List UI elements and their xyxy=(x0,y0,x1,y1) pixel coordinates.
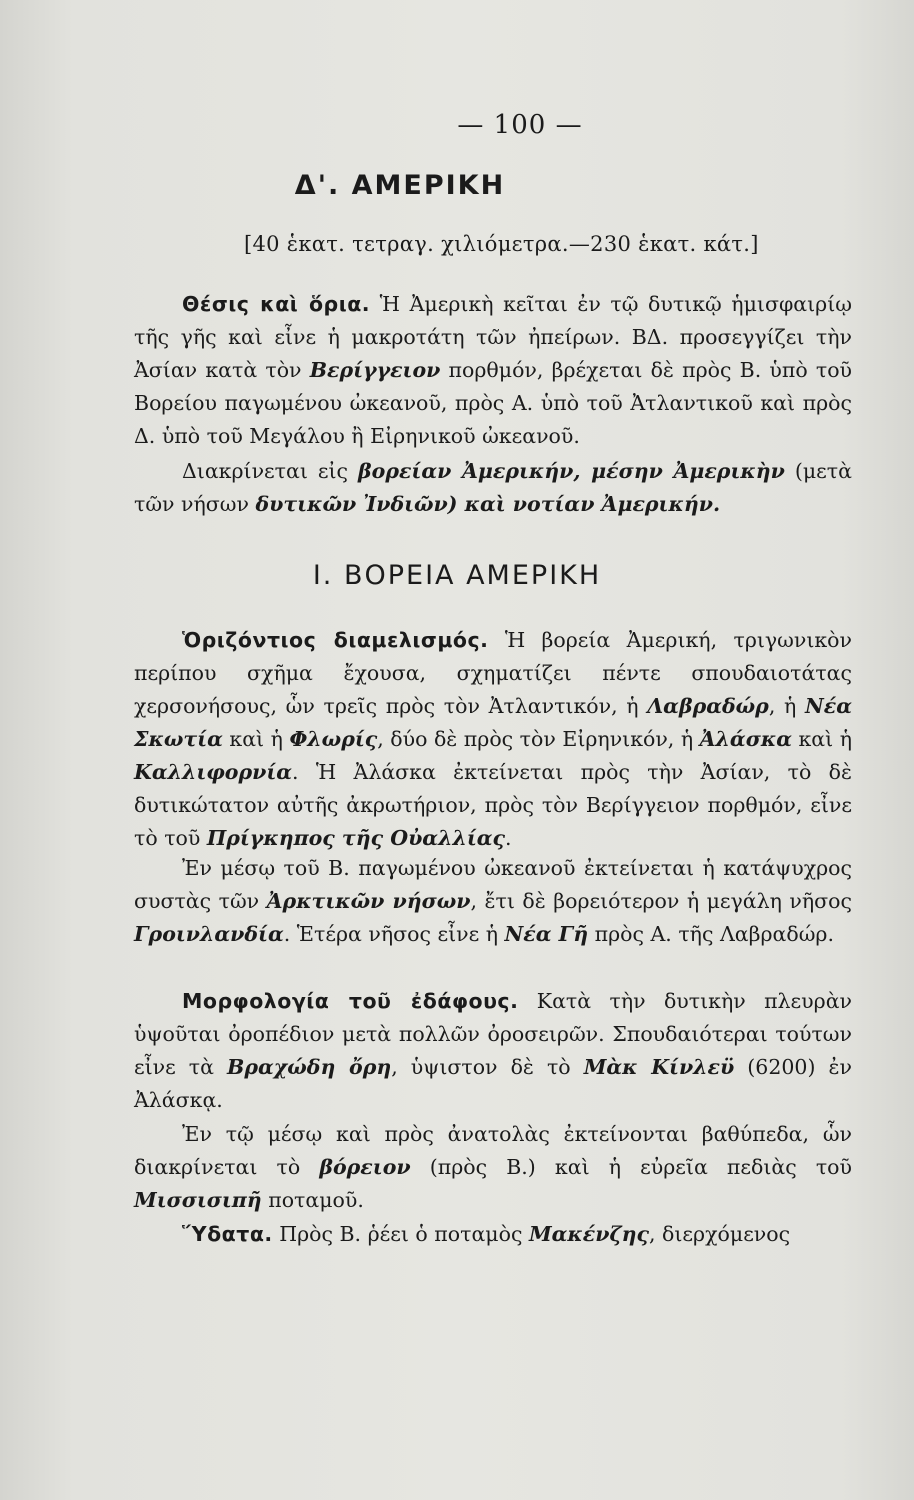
chapter-title: Δ'. ΑΜΕΡΙΚΗ xyxy=(294,170,506,201)
paragraph-text: Διακρίνεται εἰς xyxy=(182,459,359,483)
paragraph-text: (πρὸς Β.) καὶ ἡ εὐρεῖα πεδιὰς τοῦ xyxy=(410,1155,852,1179)
paragraph-text: , διερχόμενος xyxy=(649,1222,791,1246)
paragraph-text: (6200) ἐν Ἀλάσκᾳ. xyxy=(134,1055,852,1112)
paragraph-text: Ἡ βορεία Ἀμερική, τριγωνικὸν περίπου σχῆμα ἔχουσα, σχηματίζει πέντε σπουδαιοτάτας χερσονήσους, ὧν τρεῖς πρὸς τὸν Ἀτλαντικόν, ἡ xyxy=(134,628,852,718)
term: Μὰκ Κίνλεϋ xyxy=(583,1055,735,1079)
term: Καλλιφορνία xyxy=(134,760,293,784)
paragraph-text: πρὸς Α. τῆς Λαβραδώρ. xyxy=(588,922,834,946)
paragraph-morphology xyxy=(134,985,852,1117)
term: Ἀρκτικῶν νήσων xyxy=(266,889,471,913)
term: Μακένζης xyxy=(528,1222,650,1246)
paragraph-lowlands xyxy=(134,1118,852,1217)
paragraph-text: Ἐν τῷ μέσῳ καὶ πρὸς ἀνατολὰς ἐκτείνονται βαθύπεδα, ὧν διακρίνεται τὸ xyxy=(134,1122,852,1179)
paragraph-text: πορθμόν, βρέχεται δὲ πρὸς Β. ὑπὸ τοῦ Βορείου παγωμένου ὠκεανοῦ, πρὸς Α. ὑπὸ τοῦ Ἀτλαντικοῦ καὶ πρὸς Δ. ὑπὸ τοῦ Μεγάλου ἢ Εἰρηνικοῦ ὠκεανοῦ. xyxy=(134,358,852,448)
paragraph-text: καὶ ἡ xyxy=(791,727,852,751)
term: βόρειον xyxy=(319,1155,411,1179)
paragraph-islands xyxy=(134,852,852,951)
paragraph-text: , ἡ xyxy=(768,694,806,718)
page-number: — 100 — xyxy=(457,110,583,140)
paragraph-position-and-borders xyxy=(134,288,852,453)
paragraph-text: . xyxy=(505,826,512,850)
term: Φλωρίς xyxy=(289,727,378,751)
paragraph-horizontal-division xyxy=(134,624,852,855)
paragraph-heading: Ὕδατα. xyxy=(182,1222,273,1246)
paragraph-text: ποταμοῦ. xyxy=(261,1188,364,1212)
paragraph-divisions xyxy=(134,455,852,521)
paragraph-text: . Ἑτέρα νῆσος εἶνε ἡ xyxy=(283,922,505,946)
term: Ἀλάσκα xyxy=(699,727,792,751)
term: Νέα Σκωτία xyxy=(134,694,852,751)
term: βορείαν Ἀμερικήν, μέσην Ἀμερικὴν xyxy=(358,459,785,483)
term: Βερίγγειον xyxy=(309,358,441,382)
term: Μισσισιπῆ xyxy=(134,1188,262,1212)
paragraph-text: , ὑψιστον δὲ τὸ xyxy=(391,1055,584,1079)
paragraph-heading: Ὁριζόντιος διαμελισμός. xyxy=(182,628,489,652)
paragraph-text: (μετὰ τῶν νήσων xyxy=(134,459,852,516)
paragraph-text: καὶ ἡ xyxy=(222,727,290,751)
paragraph-waters xyxy=(134,1218,852,1251)
paragraph-text: , ἔτι δὲ βορειότερον ἡ μεγάλη νῆσος xyxy=(470,889,852,913)
paragraph-text: Κατὰ τὴν δυτικὴν πλευρὰν ὑψοῦται ὀροπέδιον μετὰ πολλῶν ὀροσειρῶν. Σπουδαιότεραι τούτων εἶνε τὰ xyxy=(134,989,852,1079)
term: Λαβραδώρ xyxy=(647,694,769,718)
paragraph-heading: Μορφολογία τοῦ ἐδάφους. xyxy=(182,989,519,1013)
paragraph-text: , δύο δὲ πρὸς τὸν Εἰρηνικόν, ἡ xyxy=(377,727,700,751)
term: Βραχώδη ὄρη xyxy=(227,1055,392,1079)
paragraph-text: . Ἡ Ἀλάσκα ἐκτείνεται πρὸς τὴν Ἀσίαν, τὸ δὲ δυτικώτατον αὐτῆς ἀκρωτήριον, πρὸς τὸν Βερίγγειον πορθμόν, εἶνε τὸ τοῦ xyxy=(134,760,852,850)
section-heading: I. ΒΟΡΕΙΑ ΑΜΕΡΙΚΗ xyxy=(312,560,602,591)
term: Γροινλανδία xyxy=(134,922,284,946)
paragraph-heading: Θέσις καὶ ὅρια. xyxy=(182,292,371,316)
term: δυτικῶν Ἰνδιῶν) καὶ νοτίαν Ἀμερικήν. xyxy=(255,492,721,516)
term: Πρίγκηπος τῆς Οὐαλλίας xyxy=(206,826,505,850)
paragraph-text: Ἐν μέσῳ τοῦ Β. παγωμένου ὠκεανοῦ ἐκτείνεται ἡ κατάψυχρος συστὰς τῶν xyxy=(134,856,852,913)
paragraph-text: Πρὸς Β. ῥέει ὁ ποταμὸς xyxy=(272,1222,529,1246)
paragraph-text: Ἡ Ἀμερικὴ κεῖται ἐν τῷ δυτικῷ ἡμισφαιρίῳ τῆς γῆς καὶ εἶνε ἡ μακροτάτη τῶν ἠπείρων. ΒΔ. προσεγγίζει τὴν Ἀσίαν κατὰ τὸν xyxy=(134,292,852,382)
term: Νέα Γῆ xyxy=(504,922,589,946)
chapter-subtitle: [40 ἑκατ. τετραγ. χιλιόμετρα.—230 ἑκατ. κάτ.] xyxy=(244,232,759,256)
